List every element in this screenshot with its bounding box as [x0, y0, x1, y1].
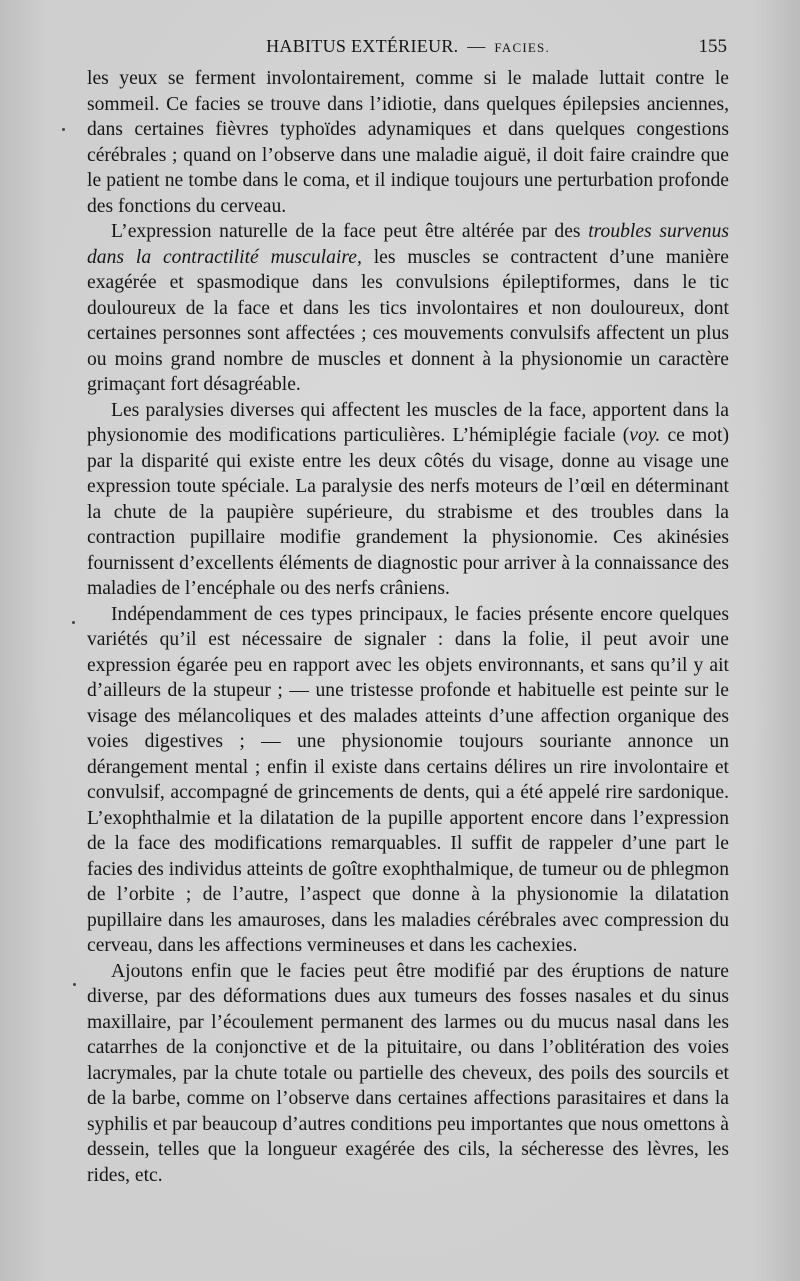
paragraph-text: les muscles se contractent d’une manière exagérée et spasmodique dans les convulsions épileptiformes, dans le tic douloureux de la face et dans les tics involontaires et non douloureux, dont certaines personnes sont affectées ; ces mouvements convulsifs affectent un plus ou moins grand nombre de muscles et donnent à la physionomie un caractère grimaçant fort désagréable. — [87, 246, 729, 395]
paragraph — [87, 398, 729, 602]
running-head-dash: — — [467, 36, 486, 56]
paragraph-text: Les paralysies diverses qui affectent les muscles de la face, apportent dans la physionomie des modifications particulières. L’hémiplégie faciale ( — [87, 399, 729, 446]
paragraph-text: les yeux se ferment involontairement, comme si le malade luttait contre le sommeil. Ce facies se trouve dans l’idiotie, dans quelques épilepsies anciennes, dans certaines fièvres typhoïdes adynamiques et dans quelques congestions cérébrales ; quand on l’observe dans une maladie aiguë, il doit faire craindre que le patient ne tombe dans le coma, et il indique toujours une perturbation profonde des fonctions du cerveau. — [87, 68, 729, 217]
italic-phrase: voy. — [629, 425, 661, 446]
italic-phrase: troubles survenus dans la contractilité musculaire, — [87, 221, 729, 268]
paragraph-text: Ajoutons enfin que le facies peut être modifié par des éruptions de nature diverse, par des déformations dues aux tumeurs des fosses nasales et du sinus maxillaire, par l’écoulement permanent des larmes ou du mucus nasal dans les catarrhes de la conjonctive et de la pituitaire, ou dans l’oblitération des voies lacrymales, par la chute totale ou partielle des cheveux, des poils des sourcils et de la barbe, comme on l’observe dans certaines affections parasitaires et dans la syphilis et par beaucoup d’autres conditions peu importantes que nous omettons à dessein, telles que la longueur exagérée des cils, la sécheresse des lèvres, les rides, etc. — [87, 960, 729, 1186]
paragraph — [87, 219, 729, 398]
running-head-subtitle: FACIES. — [494, 40, 550, 55]
running-head-title: HABITUS EXTÉRIEUR. — [266, 36, 459, 56]
margin-speck — [73, 983, 76, 986]
running-head-title-line — [87, 36, 729, 57]
paragraph-text: ce mot) par la disparité qui existe entre les deux côtés du visage, donne au visage une expression toute spéciale. La paralysie des nerfs moteurs de l’œil en déterminant la chute de la paupière supérieure, du strabisme et des troubles dans la contraction pupillaire modifie grandement la physionomie. Ces akinésies fournissent d’excellents éléments de diagnostic pour arriver à la connaissance des maladies de l’encéphale ou des nerfs crâniens. — [87, 425, 730, 599]
paragraph — [87, 959, 729, 1189]
paragraph — [87, 66, 729, 219]
margin-speck — [62, 128, 65, 131]
paragraph-text: L’expression naturelle de la face peut être altérée par des — [111, 221, 589, 242]
page-number: 155 — [698, 36, 727, 57]
paragraph-text: Indépendamment de ces types principaux, le facies présente encore quelques variétés qu’il est nécessaire de signaler : dans la folie, il peut avoir une expression égarée peu en rapport avec les objets environnants, et sans qu’il y ait d’ailleurs de la stupeur ; — une tristesse profonde et habituelle est peinte sur le visage des mélancoliques et des malades atteints d’une affection organique des voies digestives ; — une physionomie toujours souriante annonce un dérangement mental ; enfin il existe dans certains délires un rire involontaire et convulsif, accompagné de grincements de dents, qui a été appelé rire sardonique. L’exophthalmie et la dilatation de la pupille apportent encore dans l’expression de la face des modifications remarquables. Il suffit de rappeler d’une part le facies des individus atteints de goître exophthalmique, de tumeur ou de phlegmon de l’orbite ; de l’autre, l’aspect que donne à la physionomie la dilatation pupillaire dans les amauroses, dans les maladies cérébrales avec compression du cerveau, dans les affections vermineuses et dans les cachexies. — [87, 603, 729, 956]
running-head — [87, 36, 729, 62]
margin-speck — [72, 621, 75, 624]
paragraph — [87, 602, 729, 959]
body-text — [87, 66, 729, 1188]
